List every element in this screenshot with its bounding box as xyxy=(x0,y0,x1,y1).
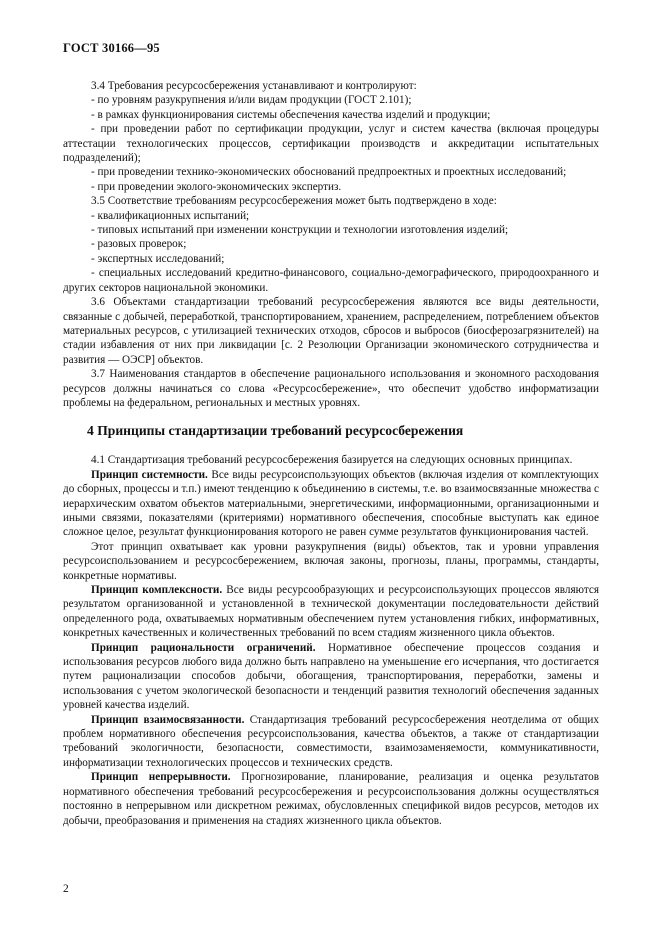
principle-term: Принцип непрерывности. xyxy=(91,771,231,784)
list-item: - специальных исследований кредитно-финансового, социально-демографического, природоохранного и других секторов национальной экономики. xyxy=(63,267,599,294)
principle-paragraph xyxy=(63,770,599,828)
list-item: - по уровням разукрупнения и/или видам продукции (ГОСТ 2.101); xyxy=(91,94,412,107)
list-item: - разовых проверок; xyxy=(91,238,187,251)
principle-term: Принцип рациональности ограничений. xyxy=(91,641,316,654)
document-body xyxy=(63,79,599,828)
principle-paragraph xyxy=(63,641,599,713)
clause-3-6: 3.6 Объектами стандартизации требований ресурсосбережения являются все виды деятельности, связанные с добычей, переработкой, транспортированием, хранением, распределением, потреблением объектов материальных ресурсов, с утилизацией технических отходов, сбросов и выбросов (биосферозагрязнителей) на стадии избавления от них при ликвидации [с. 2 Резолюции Организации экономического сотрудничества и развития — ОЭСР] объектов. xyxy=(63,296,599,366)
principle-text: Стандартизация требований ресурсосбережения неотделима от общих проблем нормативного обеспечения ресурсоиспользования, качества объектов, а также от стандартизации требований экологичности, безопасности, совместимости, взаимозаменяемости, коммуникативности, информатизации технологических процессов и технических средств. xyxy=(63,713,599,769)
principle-paragraph xyxy=(63,540,599,583)
list-item: - при проведении технико-экономических обоснований предпроектных и проектных исследований; xyxy=(91,166,567,179)
list-item: - при проведении эколого-экономических экспертиз. xyxy=(91,180,342,193)
principle-term: Принцип комплексности. xyxy=(91,584,223,596)
list-item: - экспертных исследований; xyxy=(91,252,225,265)
clause-3-5: 3.5 Соответствие требованиям ресурсосбережения может быть подтверждено в ходе: xyxy=(91,195,497,208)
list-item: - квалификационных испытаний; xyxy=(91,209,250,222)
document-code-header: ГОСТ 30166—95 xyxy=(63,41,160,55)
page-number: 2 xyxy=(63,883,69,895)
principle-text: Этот принцип охватывает как уровни разукрупнения (виды) объектов, так и уровни управления ресурсоиспользованием и ресурсосбережением, включая законы, прогнозы, планы, программы, стандарты, конкретные нормативы. xyxy=(63,540,599,582)
section-heading: 4 Принципы стандартизации требований ресурсосбережения xyxy=(87,423,464,439)
list-item: - типовых испытаний при изменении конструкции и технологии изготовления изделий; xyxy=(91,224,509,237)
principle-term: Принцип системности. xyxy=(91,468,208,481)
principle-paragraph xyxy=(63,468,599,540)
principle-text: Все виды ресурсоиспользующих объектов (включая изделия от комплектующих до сборных, процессы и т.п.) имеют тенденцию к объединению в системы, т.е. во взаимосвязанные множества с иерархическим охватом объектов материальными, энергетическими, информационными, организационными и иными связями, показателями (критериями) нормативного обеспечения, способные выступать как единое сложное целое, результат функционирования которого не равен сумме результатов функционирования частей. xyxy=(63,468,599,539)
principle-paragraph xyxy=(63,583,599,641)
principle-text: Все виды ресурсообразующих и ресурсоиспользующих процессов являются результатом организованной и установленной в технической документации последовательности действий определенного рода, охватываемых нормативным обеспечением путем установления гибких, информативных, конкретных качественных и количественных требований по всем стадиям жизненного цикла объектов. xyxy=(63,584,599,640)
principle-term: Принцип взаимосвязанности. xyxy=(91,713,245,726)
principle-text: Прогнозирование, планирование, реализация и оценка результатов нормативного обеспечения требований ресурсосбережения и ресурсоиспользования должны осуществляться постоянно в непрерывном или дискретном режимах, обусловленных спецификой видов ресурсов, методов их добычи, преобразования и применения на стадиях жизненного цикла объектов. xyxy=(63,771,599,827)
list-item: - в рамках функционирования системы обеспечения качества изделий и продукции; xyxy=(91,108,491,121)
principle-text: Нормативное обеспечение процессов создания и использования ресурсов любого вида должно быть направлено на уменьшение его исчерпания, что достигается путем рационализации способов добычи, обогащения, транспортирования, переработки, замены и использования с учетом экологической безопасности и тенденций развития технологий обеспечения заданных уровней качества изделий. xyxy=(63,641,599,712)
list-item: - при проведении работ по сертификации продукции, услуг и систем качества (включая процедуры аттестации технологических процессов, сертификации производств и аккредитации испытательных подразделений); xyxy=(63,123,599,165)
principle-paragraph xyxy=(63,713,599,771)
clause-4-1: 4.1 Стандартизация требований ресурсосбережения базируется на следующих основных принципах. xyxy=(91,454,573,467)
clause-3-7: 3.7 Наименования стандартов в обеспечение рационального использования и экономного расходования ресурсов должны начинаться со слова «Ресурсосбережение», что обеспечит удобство информатизации проблемы на федеральном, региональных и местных уровнях. xyxy=(63,368,599,409)
clause-3-4: 3.4 Требования ресурсосбережения устанавливают и контролируют: xyxy=(91,80,417,92)
